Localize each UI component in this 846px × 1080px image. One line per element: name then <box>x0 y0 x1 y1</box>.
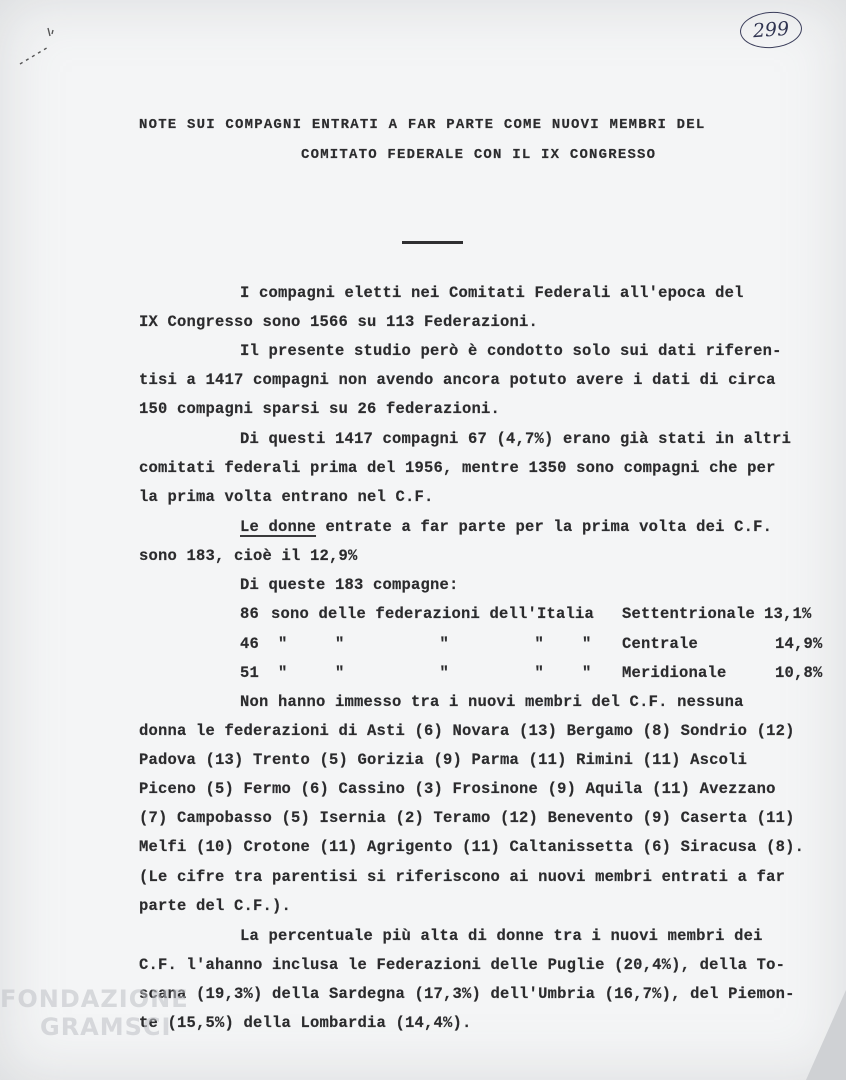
text-fragment: entrate a far parte per la prima volta dei C.F. <box>316 518 773 536</box>
separator-rule <box>402 241 463 244</box>
ditto-marks: " " " " " <box>278 635 592 653</box>
percent-cell: 14,9% <box>775 635 823 653</box>
text-line: sono 183, cioè il 12,9% <box>139 547 358 565</box>
text-line: Di queste 183 compagne: <box>240 576 459 594</box>
text-line: la prima volta entrano nel C.F. <box>139 488 434 506</box>
pencil-mark-icon <box>18 22 58 72</box>
text-line: scana (19,3%) della Sardegna (17,3%) dell'Umbria (16,7%), del Piemon- <box>139 985 795 1003</box>
region-cell: Centrale <box>622 635 699 653</box>
ditto-marks: " " " " " <box>278 664 592 682</box>
count-cell: 46 <box>240 635 260 653</box>
text-line: La percentuale più alta di donne tra i nuovi membri dei <box>240 927 763 945</box>
text-line: 150 compagni sparsi su 26 federazioni. <box>139 400 501 418</box>
percent-cell: 10,8% <box>775 664 823 682</box>
text-line: Piceno (5) Fermo (6) Cassino (3) Frosinone (9) Aquila (11) Avezzano <box>139 780 776 798</box>
text-line: tisi a 1417 compagni non avendo ancora potuto avere i dati di circa <box>139 371 776 389</box>
page-fold-shadow <box>806 990 846 1080</box>
underlined-phrase: Le donne <box>240 518 317 536</box>
text-line: (7) Campobasso (5) Isernia (2) Teramo (12) Benevento (9) Caserta (11) <box>139 809 795 827</box>
percent-cell: 13,1% <box>764 605 812 623</box>
text-line: Non hanno immesso tra i nuovi membri del C.F. nessuna <box>240 693 744 711</box>
text-cell: sono delle federazioni dell'Italia <box>271 605 595 623</box>
region-cell: Settentrionale <box>622 605 756 623</box>
text-line: C.F. l'ahanno inclusa le Federazioni delle Puglie (20,4%), della To- <box>139 956 786 974</box>
title-line-2: COMITATO FEDERALE CON IL IX CONGRESSO <box>301 147 657 163</box>
text-line: I compagni eletti nei Comitati Federali all'epoca del <box>240 284 744 302</box>
text-line: te (15,5%) della Lombardia (14,4%). <box>139 1014 472 1032</box>
text-line: Padova (13) Trento (5) Gorizia (9) Parma (11) Rimini (11) Ascoli <box>139 751 748 769</box>
text-line <box>240 518 772 536</box>
region-cell: Meridionale <box>622 664 727 682</box>
page-number: 299 <box>739 10 803 50</box>
text-line: Di questi 1417 compagni 67 (4,7%) erano già stati in altri <box>240 430 792 448</box>
count-cell: 86 <box>240 605 260 623</box>
text-line: Il presente studio però è condotto solo sui dati riferen- <box>240 342 782 360</box>
text-line: donna le federazioni di Asti (6) Novara (13) Bergamo (8) Sondrio (12) <box>139 722 795 740</box>
watermark-logo: FONDAZIONE <box>0 985 189 1013</box>
text-line: Melfi (10) Crotone (11) Agrigento (11) Caltanissetta (6) Siracusa (8). <box>139 838 805 856</box>
text-line: comitati federali prima del 1956, mentre 1350 sono compagni che per <box>139 459 776 477</box>
text-line: IX Congresso sono 1566 su 113 Federazioni. <box>139 313 539 331</box>
watermark-logo-line-2: GRAMSCI <box>40 1013 172 1041</box>
title-line-1: NOTE SUI COMPAGNI ENTRATI A FAR PARTE COME NUOVI MEMBRI DEL <box>139 117 706 133</box>
count-cell: 51 <box>240 664 260 682</box>
text-line: parte del C.F.). <box>139 897 292 915</box>
text-line: (Le cifre tra parentisi si riferiscono ai nuovi membri entrati a far <box>139 868 786 886</box>
